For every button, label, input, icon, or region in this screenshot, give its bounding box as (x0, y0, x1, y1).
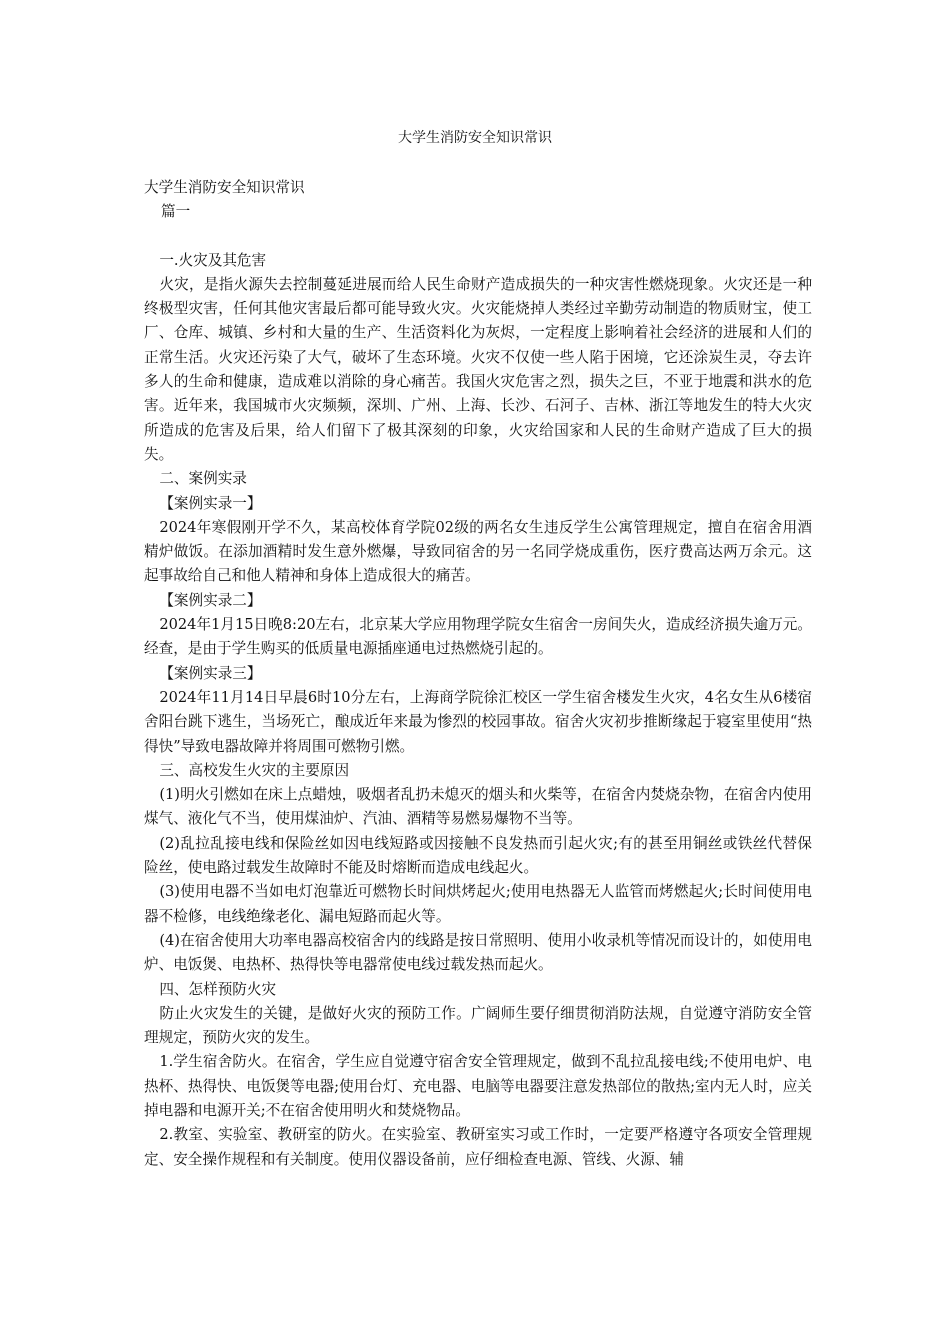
paragraph: (2)乱拉乱接电线和保险丝如因电线短路或因接触不良发热而引起火灾;有的甚至用铜丝或铁丝代替保险丝，使电路过载发生故障时不能及时熔断而造成电线起火。 (144, 834, 812, 877)
paragraph: 2024年寒假刚开学不久，某高校体育学院02级的两名女生违反学生公寓管理规定，擅自在宿舍用酒精炉做饭。在添加酒精时发生意外燃爆，导致同宿舍的另一名同学烧成重伤，医疗费高达两万余元。这起事故给自己和他人精神和身体上造成很大的痛苦。 (144, 518, 812, 585)
section-heading: 三、高校发生火灾的主要原因 (159, 761, 350, 779)
part-label: 篇一 (161, 203, 191, 221)
section-heading: 一.火灾及其危害 (159, 251, 267, 269)
case-heading: 【案例实录二】 (159, 591, 262, 609)
paragraph: 2024年11月14日早晨6时10分左右，上海商学院徐汇校区一学生宿舍楼发生火灾，4名女生从6楼宿舍阳台跳下逃生，当场死亡，酿成近年来最为惨烈的校园事故。宿舍火灾初步推断缘起于寝室里使用“热得快”导致电器故障并将周围可燃物引燃。 (144, 688, 812, 755)
paragraph: (1)明火引燃如在床上点蜡烛，吸烟者乱扔未熄灭的烟头和火柴等，在宿舍内焚烧杂物，在宿舍内使用煤气、液化气不当，使用煤油炉、汽油、酒精等易燃易爆物不当等。 (144, 786, 812, 828)
case-heading: 【案例实录三】 (159, 664, 262, 682)
case-heading: 【案例实录一】 (159, 494, 262, 512)
spacer (144, 225, 812, 249)
section-heading: 二、案例实录 (159, 470, 247, 488)
section-heading: 四、怎样预防火灾 (159, 980, 277, 998)
paragraph: 2024年1月15日晚8:20左右，北京某大学应用物理学院女生宿舍一房间失火，造成经济损失逾万元。经查，是由于学生购买的低质量电源插座通电过热燃烧引起的。 (144, 616, 812, 658)
paragraph: 火灾，是指火源失去控制蔓延进展而给人民生命财产造成损失的一种灾害性燃烧现象。火灾还是一种终极型灾害，任何其他灾害最后都可能导致火灾。火灾能烧掉人类经过辛勤劳动制造的物质财宝，使工厂、仓库、城镇、乡村和大量的生产、生活资料化为灰烬，一定程度上影响着社会经济的进展和人们的正常生活。火灾还污染了大气，破坏了生态环境。火灾不仅使一些人陷于困境，它还涂炭生灵，夺去许多人的生命和健康，造成难以消除的身心痛苦。我国火灾危害之烈，损失之巨，不亚于地震和洪水的危害。近年来，我国城市火灾频频，深圳、广州、上海、长沙、石河子、吉林、浙江等地发生的特大火灾所造成的危害及后果，给人们留下了极其深刻的印象，火灾给国家和人民的生命财产造成了巨大的损失。 (144, 275, 812, 463)
paragraph: 2.教室、实验室、教研室的防火。在实验室、教研室实习或工作时，一定要严格遵守各项安全管理规定、安全操作规程和有关制度。使用仪器设备前，应仔细检查电源、管线、火源、辅 (144, 1126, 812, 1168)
document-title: 大学生消防安全知识常识 (398, 130, 552, 146)
paragraph: (3)使用电器不当如电灯泡靠近可燃物长时间烘烤起火;使用电热器无人监管而烤燃起火;长时间使用电器不检修，电线绝缘老化、漏电短路而起火等。 (144, 883, 812, 925)
paragraph: 1.学生宿舍防火。在宿舍，学生应自觉遵守宿舍安全管理规定，做到不乱拉乱接电线;不使用电炉、电热杯、热得快、电饭煲等电器;使用台灯、充电器、电脑等电器要注意发热部位的散热;室内无人时，应关掉电器和电源开关;不在宿舍使用明火和焚烧物品。 (144, 1053, 812, 1119)
paragraph: 防止火灾发生的关键，是做好火灾的预防工作。广阔师生要仔细贯彻消防法规，自觉遵守消防安全管理规定，预防火灾的发生。 (144, 1004, 812, 1047)
document-body (144, 176, 812, 1172)
body-heading: 大学生消防安全知识常识 (144, 179, 305, 196)
paragraph: (4)在宿舍使用大功率电器高校宿舍内的线路是按日常照明、使用小收录机等情况而设计的，如使用电炉、电饭煲、电热杯、热得快等电器常使电线过载发热而起火。 (144, 931, 812, 974)
